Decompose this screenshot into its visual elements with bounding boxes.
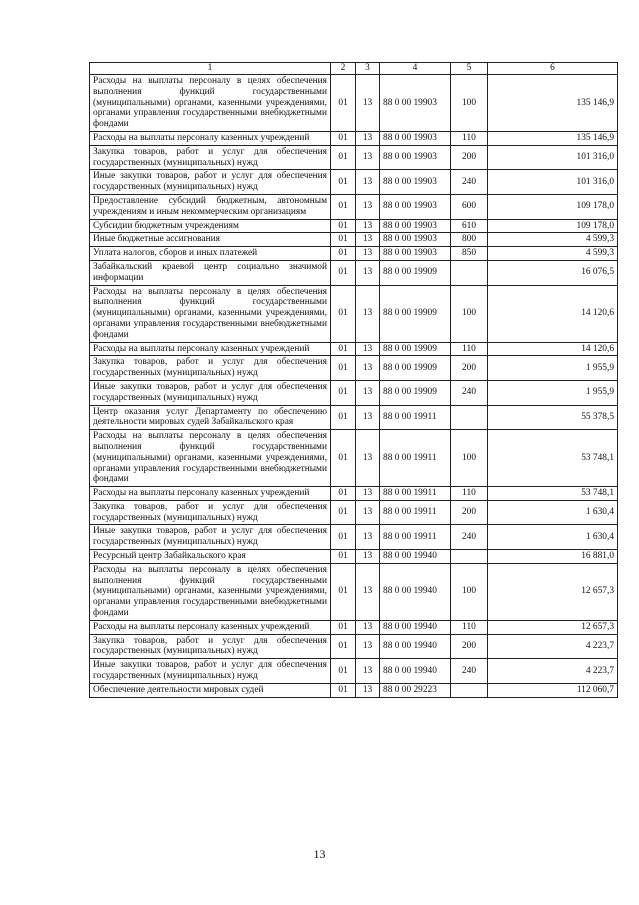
cell-name: Закупка товаров, работ и услуг для обеспечения государственных (муниципальных) нужд <box>90 500 331 525</box>
cell-section: 01 <box>331 620 356 634</box>
cell-target-article: 88 0 00 19940 <box>380 634 451 659</box>
cell-name: Расходы на выплаты персоналу казенных учреждений <box>90 131 331 145</box>
cell-expense-type: 200 <box>451 145 488 170</box>
cell-amount: 1 955,9 <box>488 356 618 381</box>
cell-expense-type: 240 <box>451 170 488 195</box>
cell-expense-type: 800 <box>451 233 488 247</box>
header-col-5: 5 <box>451 63 488 75</box>
cell-amount: 135 146,9 <box>488 75 618 132</box>
cell-name: Закупка товаров, работ и услуг для обеспечения государственных (муниципальных) нужд <box>90 145 331 170</box>
cell-amount: 53 748,1 <box>488 430 618 487</box>
cell-subsection: 13 <box>356 659 380 684</box>
cell-section: 01 <box>331 260 356 285</box>
table-header <box>90 63 618 75</box>
cell-amount: 1 630,4 <box>488 500 618 525</box>
cell-expense-type: 240 <box>451 525 488 550</box>
page-number: 13 <box>313 847 326 861</box>
cell-target-article: 88 0 00 19911 <box>380 430 451 487</box>
cell-section: 01 <box>331 219 356 233</box>
cell-target-article: 88 0 00 19940 <box>380 550 451 564</box>
cell-name: Расходы на выплаты персоналу в целях обеспечения выполнения функций государственными (муниципальными) органами, казенными учреждениями, органами управления государственными внебюджетными фондами <box>90 430 331 487</box>
cell-name: Центр оказания услуг Департаменту по обеспечению деятельности мировых судей Забайкальского края <box>90 405 331 430</box>
cell-target-article: 88 0 00 19911 <box>380 405 451 430</box>
cell-section: 01 <box>331 342 356 356</box>
header-col-4: 4 <box>380 63 451 75</box>
cell-amount: 101 316,0 <box>488 145 618 170</box>
cell-name: Иные закупки товаров, работ и услуг для обеспечения государственных (муниципальных) нужд <box>90 380 331 405</box>
cell-amount: 4 223,7 <box>488 634 618 659</box>
cell-section: 01 <box>331 145 356 170</box>
cell-section: 01 <box>331 525 356 550</box>
cell-name: Уплата налогов, сборов и иных платежей <box>90 247 331 261</box>
cell-subsection: 13 <box>356 563 380 620</box>
cell-name: Иные закупки товаров, работ и услуг для обеспечения государственных (муниципальных) нужд <box>90 659 331 684</box>
cell-target-article: 88 0 00 19940 <box>380 659 451 684</box>
table-row <box>90 194 618 219</box>
table-row <box>90 285 618 342</box>
cell-name: Расходы на выплаты персоналу казенных учреждений <box>90 620 331 634</box>
cell-target-article: 88 0 00 19909 <box>380 380 451 405</box>
cell-subsection: 13 <box>356 683 380 697</box>
cell-subsection: 13 <box>356 285 380 342</box>
cell-amount: 135 146,9 <box>488 131 618 145</box>
cell-subsection: 13 <box>356 247 380 261</box>
cell-target-article: 88 0 00 19940 <box>380 620 451 634</box>
table-row <box>90 260 618 285</box>
table-row <box>90 170 618 195</box>
cell-expense-type <box>451 550 488 564</box>
cell-subsection: 13 <box>356 219 380 233</box>
header-row <box>90 63 618 75</box>
cell-expense-type: 100 <box>451 285 488 342</box>
cell-target-article: 88 0 00 19909 <box>380 356 451 381</box>
cell-section: 01 <box>331 194 356 219</box>
cell-amount: 109 178,0 <box>488 194 618 219</box>
table-row <box>90 131 618 145</box>
cell-section: 01 <box>331 683 356 697</box>
table-row <box>90 380 618 405</box>
table-row <box>90 405 618 430</box>
cell-section: 01 <box>331 75 356 132</box>
cell-expense-type: 850 <box>451 247 488 261</box>
cell-amount: 12 657,3 <box>488 563 618 620</box>
cell-expense-type: 110 <box>451 342 488 356</box>
table-row <box>90 233 618 247</box>
cell-subsection: 13 <box>356 260 380 285</box>
cell-target-article: 88 0 00 19903 <box>380 145 451 170</box>
cell-subsection: 13 <box>356 233 380 247</box>
cell-subsection: 13 <box>356 500 380 525</box>
table-row <box>90 247 618 261</box>
cell-target-article: 88 0 00 19903 <box>380 194 451 219</box>
cell-section: 01 <box>331 487 356 501</box>
cell-section: 01 <box>331 500 356 525</box>
cell-target-article: 88 0 00 19911 <box>380 525 451 550</box>
header-col-6: 6 <box>488 63 618 75</box>
header-col-3: 3 <box>356 63 380 75</box>
cell-target-article: 88 0 00 19903 <box>380 247 451 261</box>
cell-expense-type: 110 <box>451 620 488 634</box>
cell-amount: 1 630,4 <box>488 525 618 550</box>
cell-expense-type: 110 <box>451 131 488 145</box>
cell-section: 01 <box>331 430 356 487</box>
cell-subsection: 13 <box>356 194 380 219</box>
cell-name: Иные бюджетные ассигнования <box>90 233 331 247</box>
table-row <box>90 145 618 170</box>
cell-name: Забайкальский краевой центр социально значимой информации <box>90 260 331 285</box>
cell-expense-type <box>451 683 488 697</box>
cell-subsection: 13 <box>356 620 380 634</box>
cell-target-article: 88 0 00 29223 <box>380 683 451 697</box>
cell-name: Расходы на выплаты персоналу в целях обеспечения выполнения функций государственными (муниципальными) органами, казенными учреждениями, органами управления государственными внебюджетными фондами <box>90 285 331 342</box>
cell-amount: 16 076,5 <box>488 260 618 285</box>
cell-name: Ресурсный центр Забайкальского края <box>90 550 331 564</box>
cell-section: 01 <box>331 563 356 620</box>
cell-amount: 12 657,3 <box>488 620 618 634</box>
cell-expense-type: 600 <box>451 194 488 219</box>
cell-amount: 16 881,0 <box>488 550 618 564</box>
cell-subsection: 13 <box>356 430 380 487</box>
cell-section: 01 <box>331 659 356 684</box>
cell-expense-type: 100 <box>451 430 488 487</box>
cell-expense-type: 110 <box>451 487 488 501</box>
table-row <box>90 356 618 381</box>
table-row <box>90 683 618 697</box>
cell-subsection: 13 <box>356 487 380 501</box>
table-row <box>90 219 618 233</box>
cell-expense-type: 100 <box>451 563 488 620</box>
cell-subsection: 13 <box>356 550 380 564</box>
cell-target-article: 88 0 00 19903 <box>380 233 451 247</box>
cell-expense-type: 200 <box>451 356 488 381</box>
cell-subsection: 13 <box>356 145 380 170</box>
cell-target-article: 88 0 00 19903 <box>380 131 451 145</box>
cell-section: 01 <box>331 285 356 342</box>
cell-name: Расходы на выплаты персоналу в целях обеспечения выполнения функций государственными (муниципальными) органами, казенными учреждениями, органами управления государственными внебюджетными фондами <box>90 563 331 620</box>
cell-amount: 1 955,9 <box>488 380 618 405</box>
cell-name: Закупка товаров, работ и услуг для обеспечения государственных (муниципальных) нужд <box>90 356 331 381</box>
cell-expense-type: 610 <box>451 219 488 233</box>
cell-amount: 109 178,0 <box>488 219 618 233</box>
table-row <box>90 634 618 659</box>
cell-subsection: 13 <box>356 356 380 381</box>
cell-subsection: 13 <box>356 131 380 145</box>
cell-target-article: 88 0 00 19940 <box>380 563 451 620</box>
cell-target-article: 88 0 00 19911 <box>380 487 451 501</box>
cell-target-article: 88 0 00 19903 <box>380 75 451 132</box>
table-row <box>90 342 618 356</box>
cell-amount: 4 223,7 <box>488 659 618 684</box>
cell-expense-type: 240 <box>451 659 488 684</box>
cell-expense-type: 200 <box>451 634 488 659</box>
cell-target-article: 88 0 00 19903 <box>380 219 451 233</box>
cell-name: Расходы на выплаты персоналу казенных учреждений <box>90 342 331 356</box>
cell-amount: 101 316,0 <box>488 170 618 195</box>
header-col-1: 1 <box>90 63 331 75</box>
table-row <box>90 659 618 684</box>
cell-name: Расходы на выплаты персоналу в целях обеспечения выполнения функций государственными (муниципальными) органами, казенными учреждениями, органами управления государственными внебюджетными фондами <box>90 75 331 132</box>
table-row <box>90 500 618 525</box>
cell-expense-type <box>451 260 488 285</box>
cell-amount: 55 378,5 <box>488 405 618 430</box>
cell-subsection: 13 <box>356 525 380 550</box>
cell-section: 01 <box>331 170 356 195</box>
cell-name: Обеспечение деятельности мировых судей <box>90 683 331 697</box>
cell-expense-type <box>451 405 488 430</box>
cell-section: 01 <box>331 634 356 659</box>
cell-subsection: 13 <box>356 634 380 659</box>
cell-expense-type: 200 <box>451 500 488 525</box>
table-row <box>90 487 618 501</box>
cell-target-article: 88 0 00 19909 <box>380 260 451 285</box>
table-row <box>90 563 618 620</box>
cell-expense-type: 240 <box>451 380 488 405</box>
cell-section: 01 <box>331 233 356 247</box>
header-col-2: 2 <box>331 63 356 75</box>
cell-name: Иные закупки товаров, работ и услуг для обеспечения государственных (муниципальных) нужд <box>90 525 331 550</box>
cell-amount: 53 748,1 <box>488 487 618 501</box>
cell-section: 01 <box>331 247 356 261</box>
table-row <box>90 550 618 564</box>
cell-subsection: 13 <box>356 380 380 405</box>
table-body <box>90 75 618 698</box>
cell-name: Расходы на выплаты персоналу казенных учреждений <box>90 487 331 501</box>
cell-amount: 112 060,7 <box>488 683 618 697</box>
table-row <box>90 430 618 487</box>
budget-table <box>89 62 618 698</box>
cell-subsection: 13 <box>356 342 380 356</box>
cell-amount: 4 599,3 <box>488 233 618 247</box>
cell-subsection: 13 <box>356 405 380 430</box>
cell-subsection: 13 <box>356 170 380 195</box>
table-row <box>90 525 618 550</box>
cell-amount: 14 120,6 <box>488 285 618 342</box>
cell-name: Предоставление субсидий бюджетным, автономным учреждениям и иным некоммерческим организациям <box>90 194 331 219</box>
cell-section: 01 <box>331 550 356 564</box>
cell-section: 01 <box>331 131 356 145</box>
table-row <box>90 620 618 634</box>
cell-target-article: 88 0 00 19909 <box>380 342 451 356</box>
cell-subsection: 13 <box>356 75 380 132</box>
cell-section: 01 <box>331 356 356 381</box>
cell-expense-type: 100 <box>451 75 488 132</box>
cell-target-article: 88 0 00 19909 <box>380 285 451 342</box>
cell-amount: 4 599,3 <box>488 247 618 261</box>
cell-target-article: 88 0 00 19903 <box>380 170 451 195</box>
table-row <box>90 75 618 132</box>
cell-name: Закупка товаров, работ и услуг для обеспечения государственных (муниципальных) нужд <box>90 634 331 659</box>
cell-amount: 14 120,6 <box>488 342 618 356</box>
cell-name: Субсидии бюджетным учреждениям <box>90 219 331 233</box>
cell-section: 01 <box>331 380 356 405</box>
cell-section: 01 <box>331 405 356 430</box>
cell-name: Иные закупки товаров, работ и услуг для обеспечения государственных (муниципальных) нужд <box>90 170 331 195</box>
cell-target-article: 88 0 00 19911 <box>380 500 451 525</box>
